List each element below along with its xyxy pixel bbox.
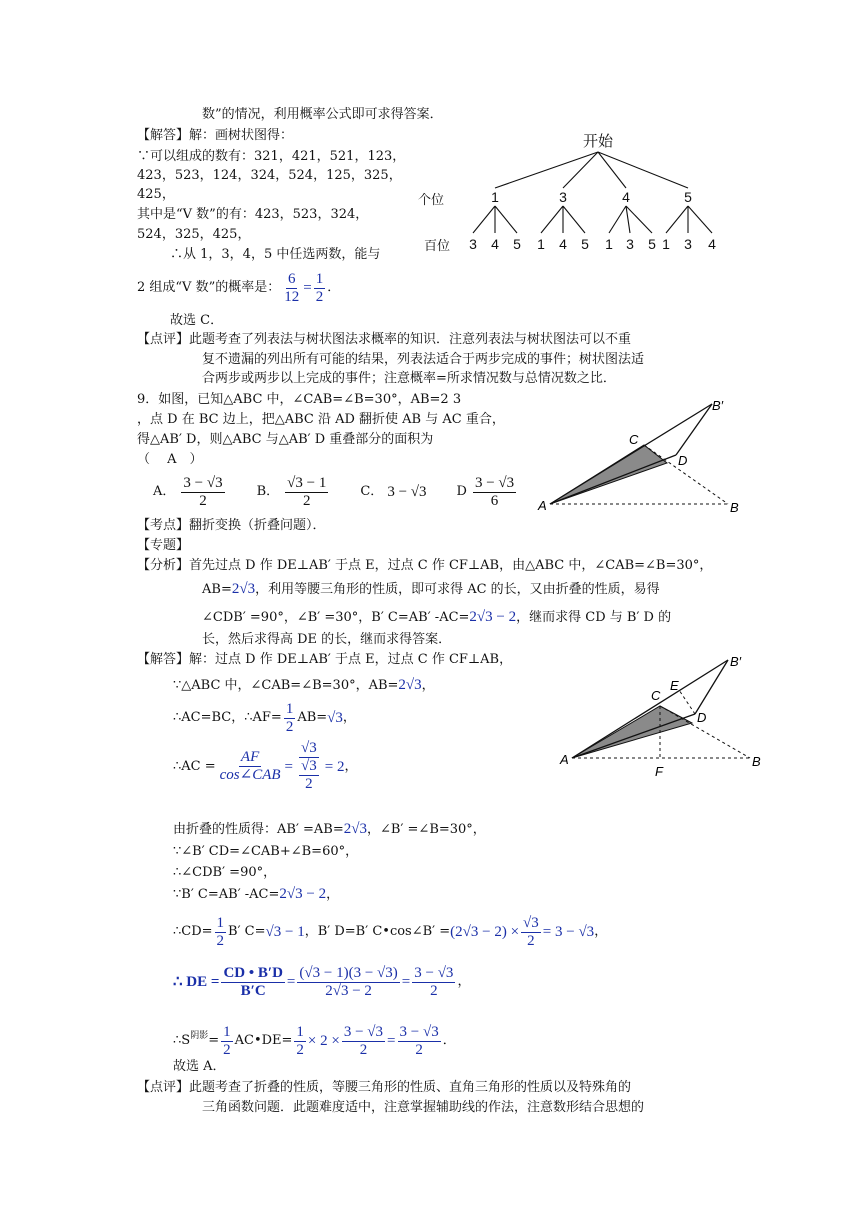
text-line: 其中是“V 数”的有：423，523，324， — [137, 207, 369, 222]
text-line: 数”的情况，利用概率公式即可求得答案． — [202, 107, 443, 122]
point-label: F — [655, 764, 663, 779]
tree-node-level1: 3 — [559, 189, 567, 205]
fraction: $\frac{1}{2}$ — [315, 270, 324, 305]
text-line: 故选 C． — [170, 313, 224, 328]
point-label: B — [752, 754, 761, 769]
solution-line: ∵B′ C=AB′ -AC=2√3 − 2， — [173, 886, 340, 902]
tree-node-level2: 4 — [491, 236, 499, 252]
solution-line: ∴AC = $\frac{AF}{\text{cos∠CAB}}$ = $\frac{√3}{\frac{√3}{2}}$ = 2 ， — [173, 740, 358, 792]
analysis-line: 【分析】首先过点 D 作 DE⊥AB′ 于点 E，过点 C 作 CF⊥AB，由△ABC 中，∠CAB=∠B=30°， — [137, 558, 713, 573]
tree-node-level2: 5 — [648, 236, 656, 252]
point-label: B′ — [730, 654, 742, 669]
solution-line: 【解答】解：过点 D 作 DE⊥AB′ 于点 E，过点 C 作 CF⊥AB， — [137, 652, 513, 667]
comment-line: 【点评】此题考查了折叠的性质，等腰三角形的性质、直角三角形的性质以及特殊角的 — [137, 1080, 632, 1095]
point-label: C — [651, 688, 661, 703]
solution-line: ∵△ABC 中，∠CAB=∠B=30°，AB=2√3， — [173, 677, 435, 693]
kaodian-tag: 【考点】 — [137, 518, 190, 533]
point-label: D — [697, 710, 707, 725]
comment-tag: 【点评】 — [137, 332, 190, 347]
solution-line: ∴S 阴影 = $\frac{1}{2}$ AC•DE= $\frac{1}{2}$ × 2 × $\frac{3 - √3}{2}$ = $\frac{3 - √3}{2}$ ． — [173, 1023, 456, 1058]
question-line: ，点 D 在 BC 边上，把△ABC 沿 AD 翻折使 AB 与 AC 重合， — [137, 412, 505, 427]
question-line: 得△AB′ D，则△ABC 与△AB′ D 重叠部分的面积为 — [137, 432, 434, 447]
question-line: 9．如图，已知△ABC 中，∠CAB=∠B=30°，AB=2 3 — [137, 392, 462, 407]
answer-options — [153, 472, 518, 512]
text-line: 合两步或两步以上完成的事件；注意概率=所求情况数与总情况数之比． — [202, 371, 616, 386]
triangle-figure-2 — [556, 650, 776, 780]
text-line: ∴从 1，3，4，5 中任选两数，能与 — [170, 247, 381, 262]
tree-row-label: 个位 — [418, 192, 445, 207]
probability-line: 2 组成“V 数”的概率是： $\frac{6}{12}$ = $\frac{1}{2}$ ． — [137, 270, 341, 305]
shaded-overlap-region — [550, 445, 667, 504]
tree-node-level1: 4 — [622, 189, 630, 205]
shaded-overlap-region — [572, 706, 692, 758]
comment-tag: 【点评】 — [137, 1080, 190, 1095]
text-line: 复不遗漏的列出所有可能的结果，列表法适合于两步完成的事件；树状图法适 — [202, 352, 645, 367]
point-label: D — [678, 453, 688, 468]
tree-node-level2: 3 — [684, 236, 692, 252]
comment-line: 【点评】此题考查了列表法与树状图法求概率的知识．注意列表法与树状图法可以不重 — [137, 332, 632, 347]
text-line: 425， — [137, 187, 175, 202]
solution-line: 由折叠的性质得：AB′ =AB=2√3，∠B′ =∠B=30°， — [173, 821, 486, 837]
option-a-value: $\frac{3 - √3}{2}$ — [183, 474, 223, 509]
tree-node-level2: 5 — [581, 236, 589, 252]
text-line: 423，523，124，324，524，125，325， — [137, 168, 402, 183]
point-label: C — [629, 432, 639, 447]
text-line: ∵可以组成的数有：321，421，521，123， — [137, 149, 406, 164]
tree-start-label: 开始 — [582, 133, 614, 150]
solution-tag: 【解答】 — [137, 652, 190, 667]
tree-node-level2: 4 — [708, 236, 716, 252]
option-c-value: 3 − √3 — [387, 484, 427, 500]
zhuanti-line: 【专题】 — [137, 538, 190, 553]
analysis-line: ∠CDB′ =90°，∠B′ =30°，B′ C=AB′ -AC=2√3 − 2，继而求得 CD 与 B′ D 的 — [202, 609, 672, 625]
tree-node-level2: 1 — [605, 236, 613, 252]
tree-node-level2: 5 — [513, 236, 521, 252]
solution-line: ∴AC=BC，∴AF= $\frac{1}{2}$ AB= √3 ， — [173, 700, 356, 735]
text-line: 524，325，425， — [137, 227, 251, 242]
comment-line: 三角函数问题．此题难度适中，注意掌握辅助线的作法，注意数形结合思想的 — [202, 1100, 645, 1115]
tree-node-level2: 4 — [559, 236, 567, 252]
solution-line: ∵∠B′ CD=∠CAB+∠B=60°， — [173, 844, 359, 859]
point-label: B — [730, 500, 739, 515]
solution-line: ∴CD= $\frac{1}{2}$ B′ C= √3 − 1 ，B′ D=B′ C•cos∠B′ = (2√3 − 2) × $\frac{√3}{2}$ = 3 − √3 ， — [173, 914, 608, 949]
triangle-figure-1 — [532, 392, 762, 520]
tree-row-label: 百位 — [424, 238, 451, 253]
option-b-value: $\frac{√3 - 1}{2}$ — [287, 474, 327, 509]
option-d-value: $\frac{3 - √3}{6}$ — [474, 474, 515, 509]
tree-node-level2: 1 — [537, 236, 545, 252]
point-label: E — [670, 678, 679, 693]
answer-tag: 【解答】 — [137, 128, 190, 143]
question-line: （ A ） — [137, 452, 203, 467]
option-b-label: B． — [256, 484, 280, 499]
solution-line: ∴ DE = $\frac{CD • B'D}{B'C}$ = $\frac{(√3 - 1)(3 - √3)}{2√3 - 2}$ = $\frac{3 - √3}{2}$ ， — [173, 964, 471, 999]
kaodian-line: 【考点】翻折变换（折叠问题）． — [137, 518, 326, 533]
analysis-line: AB=2√3，利用等腰三角形的性质，即可求得 AC 的长，又由折叠的性质，易得 — [202, 581, 660, 597]
tree-node-level2: 3 — [469, 236, 477, 252]
answer-line: 【解答】解：画树状图得： — [137, 128, 294, 143]
solution-line: ∴∠CDB′ =90°， — [173, 865, 277, 880]
tree-node-level2: 3 — [626, 236, 634, 252]
fraction: $\frac{6}{12}$ — [284, 270, 300, 305]
analysis-tag: 【分析】 — [137, 558, 190, 573]
point-label: A — [560, 752, 569, 767]
point-label: A — [538, 498, 547, 513]
option-a-label: A． — [153, 484, 176, 499]
option-c-label: C． — [360, 484, 384, 499]
analysis-line: 长，然后求得高 DE 的长，继而求得答案． — [202, 632, 452, 647]
option-d-label: D — [456, 484, 467, 499]
tree-node-level2: 1 — [662, 236, 670, 252]
solution-line: 故选 A． — [173, 1059, 226, 1074]
tree-diagram — [410, 128, 730, 258]
tree-node-level1: 5 — [684, 189, 692, 205]
tree-node-level1: 1 — [491, 189, 499, 205]
point-label: B′ — [712, 398, 724, 413]
